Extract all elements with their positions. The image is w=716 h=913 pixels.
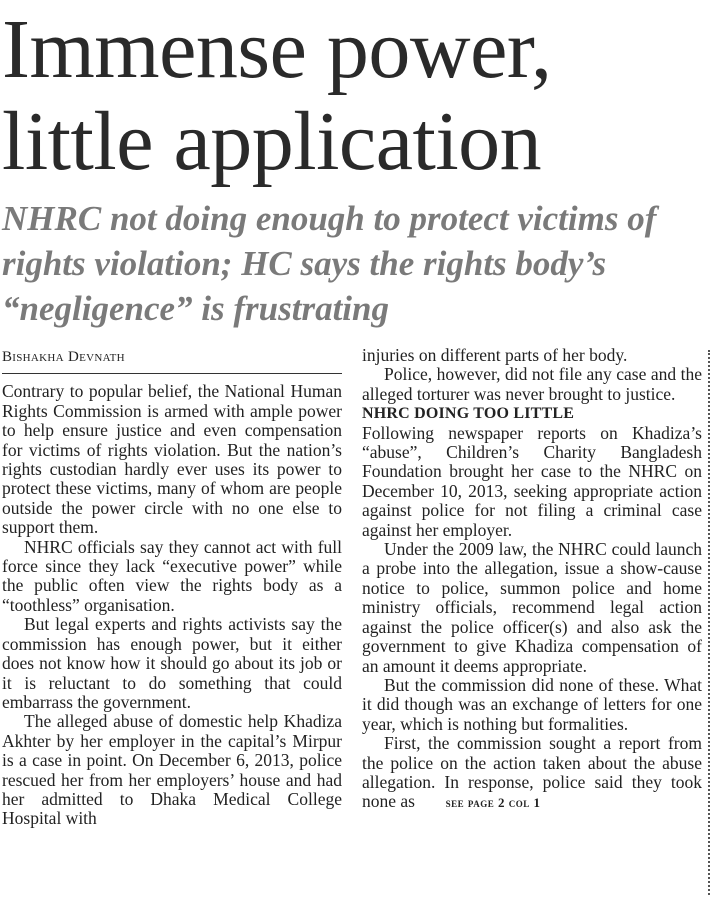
continuation-line: injuries on different parts of her body. bbox=[362, 345, 628, 365]
paragraph-8: But the commission did none of these. What it did though was an exchange of letters for one year, which is nothing but formalities. bbox=[362, 674, 702, 734]
paragraph-2: NHRC officials say they cannot act with full force since they lack “executive power” while the public often view the rights body as a “toothless” organisation. bbox=[2, 536, 342, 615]
paragraph-1: Contrary to popular belief, the National Human Rights Commission is armed with ample power to help ensure justice and even compensation for victims of rights violation. But the nation’s rights custodian hardly ever uses its power to protect these victims, many of whom are people outside the power circle with no one else to support them. bbox=[2, 381, 342, 538]
right-column bbox=[362, 346, 702, 813]
paragraph-9 bbox=[362, 734, 702, 813]
section-subhead: NHRC DOING TOO LITTLE bbox=[362, 405, 575, 423]
column-rule bbox=[708, 350, 710, 895]
paragraph-6: Following newspaper reports on Khadiza’s “abuse”, Children’s Charity Bangladesh Foundation brought her case to the NHRC on December 10, 2013, seeking appropriate action against police for not filing a criminal case against her employer. bbox=[362, 422, 702, 540]
paragraph-5: Police, however, did not file any case and the alleged torturer was never brought to justice. bbox=[362, 364, 702, 404]
headline: Immense power, little application bbox=[2, 3, 552, 188]
byline: Bishakha Devnath bbox=[2, 346, 342, 374]
paragraph-9-text: First, the commission sought a report from the police on the action taken about the abuse allegation. In response, police said they took none as bbox=[362, 733, 702, 812]
paragraph-7: Under the 2009 law, the NHRC could launch a probe into the allegation, issue a show-cause notice to police, summon police and home ministry officials, recommend legal action against the police officer(s) and also ask the government to give Khadiza compensation of an amount it deems appropriate. bbox=[362, 539, 702, 676]
paragraph-4: The alleged abuse of domestic help Khadiza Akhter by her employer in the capital’s Mirpur is a case in point. On December 6, 2013, police rescued her from her employers’ house and had her admitted to Dhaka Medical College Hospital with bbox=[2, 711, 342, 829]
paragraph-3: But legal experts and rights activists say the commission has enough power, but it either does not know how it should go about its job or it is reluctant to do something that could embarrass the government. bbox=[2, 614, 342, 712]
deck-subheadline: NHRC not doing enough to protect victims of rights violation; HC says the rights body’s “negligence” is frustrating bbox=[2, 199, 657, 328]
left-column bbox=[2, 346, 342, 829]
jump-link[interactable]: see page 2 col 1 bbox=[445, 795, 541, 811]
